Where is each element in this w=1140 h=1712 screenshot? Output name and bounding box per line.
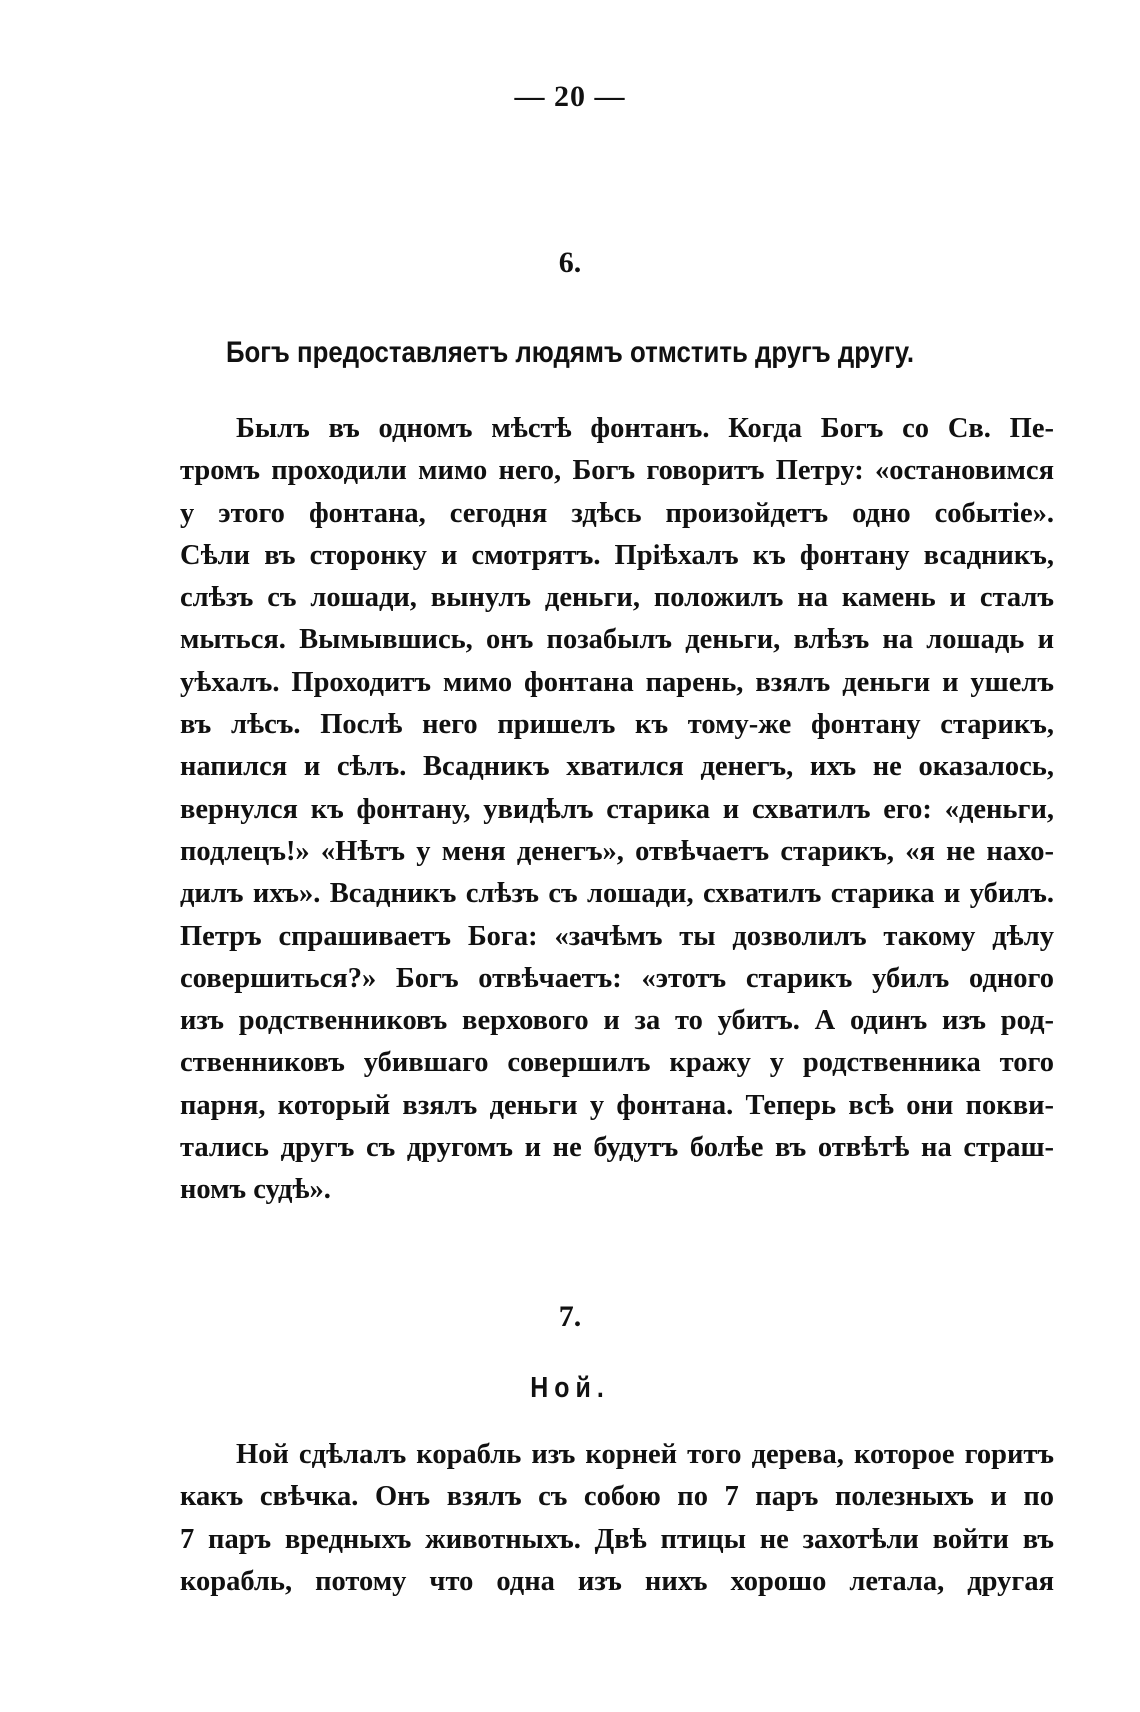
text-line: корабль, потому что одна изъ нихъ хорошо летала, другая bbox=[180, 1565, 1054, 1597]
text-line: мыться. Вымывшись, онъ позабылъ деньги, влѣзъ на лошадь и bbox=[180, 624, 1054, 656]
text-line: слѣзъ съ лошади, вынулъ деньги, положилъ на камень и сталъ bbox=[180, 582, 1054, 614]
section-number: 7. bbox=[558, 1300, 582, 1333]
text-line: какъ свѣчка. Онъ взялъ съ собою по 7 паръ полезныхъ и по bbox=[180, 1481, 1054, 1513]
text-line: у этого фонтана, сегодня здѣсь произойдетъ одно событіе». bbox=[180, 497, 1054, 529]
text-line: Былъ въ одномъ мѣстѣ фонтанъ. Когда Богъ со Св. Пе- bbox=[236, 413, 1054, 444]
text-line: дилъ ихъ». Всадникъ слѣзъ съ лошади, схватилъ старика и убилъ. bbox=[180, 878, 1054, 910]
text-line: совершиться?» Богъ отвѣчаетъ: «этотъ старикъ убилъ одного bbox=[180, 962, 1054, 994]
text-line: уѣхалъ. Проходитъ мимо фонтана парень, взялъ деньги и ушелъ bbox=[180, 666, 1054, 698]
text-line: подлецъ!» «Нѣтъ у меня денегъ», отвѣчаетъ старикъ, «я не нахо- bbox=[180, 835, 1054, 867]
text-line: тромъ проходили мимо него, Богъ говоритъ Петру: «остановимся bbox=[180, 455, 1054, 487]
text-line: Петръ спрашиваетъ Бога: «зачѣмъ ты дозволилъ такому дѣлу bbox=[180, 920, 1054, 952]
section-body bbox=[180, 408, 1054, 1212]
section-title: Ной. bbox=[530, 1372, 610, 1404]
text-line: Сѣли въ сторонку и смотрятъ. Пріѣхалъ къ фонтану всадникъ, bbox=[180, 539, 1054, 571]
text-line: парня, который взялъ деньги у фонтана. Теперь всѣ они покви- bbox=[180, 1089, 1054, 1121]
text-line: изъ родственниковъ верхового и за то убитъ. А одинъ изъ род- bbox=[180, 1005, 1054, 1037]
text-line: напился и сѣлъ. Всадникъ хватился денегъ, ихъ не оказалось, bbox=[180, 751, 1054, 783]
text-line: номъ судѣ». bbox=[180, 1174, 331, 1206]
text-line: тались другъ съ другомъ и не будутъ болѣе въ отвѣтѣ на страш- bbox=[180, 1132, 1054, 1164]
section-number: 6. bbox=[558, 246, 582, 279]
text-line: Ной сдѣлалъ корабль изъ корней того дерева, которое горитъ bbox=[236, 1439, 1054, 1470]
text-line: 7 паръ вредныхъ животныхъ. Двѣ птицы не захотѣли войти въ bbox=[180, 1523, 1054, 1555]
page-number: — 20 — bbox=[514, 80, 626, 113]
text-line: вернулся къ фонтану, увидѣлъ старика и схватилъ его: «деньги, bbox=[180, 793, 1054, 825]
text-line: въ лѣсъ. Послѣ него пришелъ къ тому-же фонтану старикъ, bbox=[180, 709, 1054, 741]
section-body bbox=[180, 1434, 1054, 1603]
text-line: ственниковъ убившаго совершилъ кражу у родственника того bbox=[180, 1047, 1054, 1079]
section-title: Богъ предоставляетъ людямъ отмстить другъ другу. bbox=[225, 336, 915, 369]
